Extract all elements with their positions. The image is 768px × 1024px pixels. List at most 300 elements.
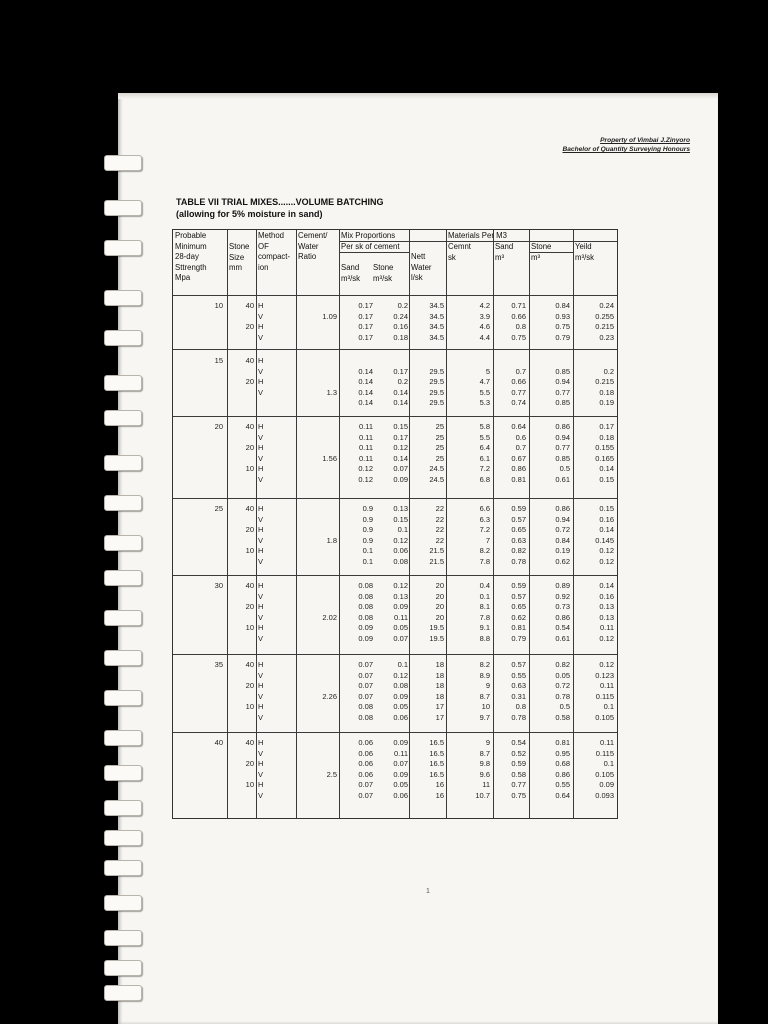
cell-water: 24.5 (429, 475, 444, 484)
cell-cement-sk: 6.4 (479, 443, 490, 453)
cell-sand-m3: 0.86 (511, 464, 526, 474)
cell-yield: 0.19 (599, 398, 614, 408)
cell-stone: 0.17 (393, 432, 408, 442)
header-cement-water-ratio: Water (298, 241, 319, 251)
cell-sand: 0.11 (358, 443, 373, 453)
cell-sand: 0.07 (358, 670, 373, 680)
page-top-edge (118, 93, 718, 99)
cell-cement-sk: 8.2 (479, 546, 490, 556)
method-value: H (258, 681, 264, 691)
cell-stone-m3: 0.79 (555, 332, 570, 342)
method-value: H (258, 738, 264, 747)
header-materials-per-m3: Materials Per M3 (448, 231, 507, 240)
stone-size-value: 20 (245, 443, 254, 453)
ratio-value: 1.09 (322, 311, 337, 321)
cell-sand: 0.08 (358, 602, 373, 612)
header-bottom-line (173, 295, 617, 296)
cell-stone: 0.11 (393, 612, 408, 622)
cell-stone-m3: 0.19 (555, 546, 570, 556)
cell-sand-m3: 0.77 (511, 387, 526, 397)
header-mix-proportions: Mix Proportions (341, 231, 396, 240)
binding-ring (104, 690, 142, 706)
method-value: H (258, 301, 264, 310)
method-value: V (258, 332, 264, 342)
cell-yield: 0.145 (595, 535, 614, 545)
cell-stone: 0.06 (393, 713, 408, 722)
owner-degree: Bachelor of Quantity Surveying Honours (562, 146, 690, 153)
cell-stone-m3: 0.77 (555, 387, 570, 397)
cell-cement-sk: 6.1 (479, 453, 490, 463)
header-method: ion (258, 262, 269, 272)
cell-sand-m3: 0.66 (511, 377, 526, 387)
method-value: V (258, 366, 264, 376)
cell-stone-m3: 0.77 (555, 443, 570, 453)
cell-sand-m3: 0.65 (511, 525, 526, 535)
stone-size-value: 10 (245, 546, 254, 556)
cell-water: 34.5 (429, 332, 444, 342)
table-column-line (256, 230, 257, 818)
cell-stone-m3: 0.86 (555, 769, 570, 779)
cell-stone-m3: 0.82 (555, 660, 570, 669)
method-value: V (258, 769, 264, 779)
cell-stone: 0.2 (397, 301, 408, 310)
cell-sand: 0.14 (358, 377, 373, 387)
header-sand-m3: m³ (495, 252, 505, 262)
header-cement-water-ratio: Cement/ (298, 231, 328, 240)
cell-sand-m3: 0.77 (511, 780, 526, 790)
cell-sand-m3: 0.66 (511, 311, 526, 321)
binding-ring (104, 330, 142, 346)
cell-water: 25 (435, 422, 444, 431)
cell-stone: 0.17 (393, 366, 408, 376)
cell-cement-sk: 6.8 (479, 475, 490, 484)
binding-ring (104, 200, 142, 216)
header-method: compact- (258, 252, 291, 261)
cell-sand-m3: 0.58 (511, 769, 526, 779)
cell-yield: 0.23 (599, 332, 614, 342)
cell-cement-sk: 5 (485, 366, 490, 376)
cell-yield: 0.165 (595, 453, 614, 463)
cell-yield: 0.14 (599, 581, 614, 590)
cell-yield: 0.16 (599, 514, 614, 524)
method-value: V (258, 453, 264, 463)
stone-size-value: 40 (245, 660, 254, 669)
cell-stone: 0.05 (393, 623, 408, 633)
method-value: V (258, 670, 264, 680)
cell-water: 24.5 (429, 464, 444, 474)
method-value: H (258, 422, 264, 431)
cell-stone: 0.07 (393, 634, 408, 643)
stone-size-value: 20 (245, 377, 254, 387)
cell-water: 22 (435, 514, 444, 524)
cell-water: 18 (435, 691, 444, 701)
cell-yield: 0.1 (603, 702, 614, 712)
stone-size-value: 40 (245, 356, 254, 365)
cell-sand: 0.08 (358, 581, 373, 590)
header-nett-water: Nett (411, 252, 426, 261)
cell-cement-sk: 9 (485, 738, 490, 747)
binding-ring (104, 155, 142, 171)
cell-sand: 0.11 (358, 453, 373, 463)
cell-stone-m3: 0.93 (555, 311, 570, 321)
group-divider-line (173, 498, 617, 499)
method-value: V (258, 634, 264, 643)
cell-stone: 0.09 (393, 738, 408, 747)
cell-cement-sk: 9.7 (479, 713, 490, 722)
binding-ring (104, 930, 142, 946)
ratio-value: 1.56 (322, 453, 337, 463)
cell-cement-sk: 5.8 (479, 422, 490, 431)
header-stone-m3: m³ (531, 252, 541, 262)
cell-stone-m3: 0.94 (555, 514, 570, 524)
cell-sand: 0.08 (358, 612, 373, 622)
cell-stone-m3: 0.75 (555, 322, 570, 332)
cell-stone-m3: 0.84 (555, 301, 570, 310)
cell-cement-sk: 9.1 (479, 623, 490, 633)
method-value: V (258, 748, 264, 758)
cell-water: 29.5 (429, 366, 444, 376)
method-value: H (258, 322, 264, 332)
cell-sand: 0.1 (362, 557, 373, 566)
cell-water: 16 (435, 780, 444, 790)
cell-sand: 0.9 (362, 504, 373, 513)
method-value: H (258, 504, 264, 513)
stone-size-value: 10 (245, 780, 254, 790)
cell-water: 17 (435, 702, 444, 712)
binding-ring (104, 240, 142, 256)
cell-stone-m3: 0.72 (555, 525, 570, 535)
ratio-value: 1.8 (326, 535, 337, 545)
cell-sand: 0.08 (358, 713, 373, 722)
cell-stone-m3: 0.86 (555, 612, 570, 622)
cell-stone: 0.1 (397, 525, 408, 535)
strength-value: 15 (214, 356, 223, 365)
cell-yield: 0.13 (599, 602, 614, 612)
cell-stone-m3: 0.92 (555, 591, 570, 601)
cell-stone: 0.09 (393, 475, 408, 484)
method-value: H (258, 377, 264, 387)
cell-cement-sk: 0.4 (479, 581, 490, 590)
cell-stone-m3: 0.62 (555, 557, 570, 566)
cell-yield: 0.11 (599, 681, 614, 691)
cell-yield: 0.12 (599, 660, 614, 669)
cell-sand-m3: 0.57 (511, 660, 526, 669)
stone-size-value: 20 (245, 525, 254, 535)
cell-water: 22 (435, 535, 444, 545)
cell-cement-sk: 5.5 (479, 387, 490, 397)
cell-stone: 0.12 (393, 581, 408, 590)
cell-yield: 0.18 (599, 387, 614, 397)
cell-stone-m3: 0.95 (555, 748, 570, 758)
cell-sand-m3: 0.62 (511, 612, 526, 622)
cell-sand-m3: 0.8 (515, 702, 526, 712)
cell-stone-m3: 0.72 (555, 681, 570, 691)
cell-sand: 0.14 (358, 366, 373, 376)
binding-ring (104, 860, 142, 876)
strength-value: 40 (214, 738, 223, 747)
header-nett-water: Water (411, 262, 432, 272)
cell-water: 29.5 (429, 398, 444, 408)
header-strength: 28-day (175, 252, 199, 261)
group-divider-line (173, 416, 617, 417)
cell-cement-sk: 7 (485, 535, 490, 545)
cell-sand: 0.08 (358, 702, 373, 712)
binding-ring (104, 535, 142, 551)
binding-ring (104, 960, 142, 976)
cell-stone: 0.11 (393, 748, 408, 758)
cell-sand-m3: 0.6 (515, 432, 526, 442)
cell-stone-m3: 0.73 (555, 602, 570, 612)
cell-water: 20 (435, 591, 444, 601)
cell-sand: 0.06 (358, 759, 373, 769)
strength-value: 30 (214, 581, 223, 590)
cell-sand-m3: 0.64 (511, 422, 526, 431)
cell-stone-m3: 0.78 (555, 691, 570, 701)
header-yield: Yeild (575, 242, 592, 251)
cell-yield: 0.15 (599, 504, 614, 513)
cell-water: 25 (435, 453, 444, 463)
trial-mixes-table (172, 229, 618, 819)
cell-stone: 0.12 (393, 535, 408, 545)
cell-sand-m3: 0.75 (511, 791, 526, 800)
group-divider-line (173, 654, 617, 655)
cell-yield: 0.123 (595, 670, 614, 680)
cell-water: 16 (435, 791, 444, 800)
cell-stone-m3: 0.85 (555, 453, 570, 463)
cell-water: 25 (435, 432, 444, 442)
cell-water: 22 (435, 525, 444, 535)
cell-cement-sk: 10.7 (475, 791, 490, 800)
cell-stone: 0.05 (393, 780, 408, 790)
cell-cement-sk: 8.7 (479, 691, 490, 701)
cell-water: 34.5 (429, 322, 444, 332)
stone-size-value: 20 (245, 759, 254, 769)
cell-water: 18 (435, 660, 444, 669)
stone-size-value: 10 (245, 702, 254, 712)
stone-size-value: 20 (245, 322, 254, 332)
cell-sand: 0.14 (358, 387, 373, 397)
cell-water: 34.5 (429, 301, 444, 310)
cell-stone-m3: 0.54 (555, 623, 570, 633)
cell-sand: 0.12 (358, 475, 373, 484)
cell-cement-sk: 8.7 (479, 748, 490, 758)
stone-size-value: 10 (245, 464, 254, 474)
ratio-value: 2.5 (326, 769, 337, 779)
binding-ring (104, 895, 142, 911)
binding-ring (104, 650, 142, 666)
cell-stone-m3: 0.85 (555, 366, 570, 376)
cell-stone: 0.1 (397, 660, 408, 669)
method-value: V (258, 612, 264, 622)
cell-sand-m3: 0.57 (511, 591, 526, 601)
stone-size-value: 20 (245, 681, 254, 691)
cell-cement-sk: 9.6 (479, 769, 490, 779)
cell-cement-sk: 6.6 (479, 504, 490, 513)
cell-yield: 0.17 (599, 422, 614, 431)
cell-sand-m3: 0.31 (511, 691, 526, 701)
cell-cement-sk: 11 (482, 780, 490, 790)
cell-yield: 0.255 (595, 311, 614, 321)
cell-sand-m3: 0.81 (511, 475, 526, 484)
cell-stone-m3: 0.05 (555, 670, 570, 680)
strength-value: 25 (214, 504, 223, 513)
cell-yield: 0.12 (599, 546, 614, 556)
method-value: H (258, 525, 264, 535)
cell-water: 22 (435, 504, 444, 513)
cell-sand: 0.09 (358, 634, 373, 643)
header-mix-sand: m³/sk (341, 273, 361, 283)
group-divider-line (173, 575, 617, 576)
cell-stone: 0.08 (393, 557, 408, 566)
cell-stone-m3: 0.55 (555, 780, 570, 790)
cell-cement-sk: 9 (485, 681, 490, 691)
header-strength: Mpa (175, 273, 191, 282)
cell-yield: 0.105 (595, 713, 614, 722)
method-value: H (258, 356, 264, 365)
binding-ring (104, 570, 142, 586)
cell-yield: 0.11 (599, 623, 614, 633)
cell-water: 17 (435, 713, 444, 722)
cell-sand-m3: 0.71 (511, 301, 526, 310)
cell-cement-sk: 6.3 (479, 514, 490, 524)
stone-size-value: 40 (245, 581, 254, 590)
cell-water: 16.5 (429, 759, 444, 769)
cell-yield: 0.16 (599, 591, 614, 601)
cell-sand-m3: 0.74 (511, 398, 526, 408)
cell-sand-m3: 0.57 (511, 514, 526, 524)
cell-cement-sk: 10 (481, 702, 490, 712)
cell-cement-sk: 4.6 (479, 322, 490, 332)
cell-sand: 0.06 (358, 769, 373, 779)
cell-water: 20 (435, 581, 444, 590)
strength-value: 35 (214, 660, 223, 669)
stone-size-value: 10 (245, 623, 254, 633)
cell-yield: 0.115 (595, 748, 614, 758)
cell-stone: 0.08 (393, 681, 408, 691)
header-mix-stone: Stone (373, 263, 394, 272)
cell-water: 20 (435, 612, 444, 622)
cell-sand-m3: 0.52 (511, 748, 526, 758)
cell-cement-sk: 5.5 (479, 432, 490, 442)
cell-cement-sk: 4.4 (479, 332, 490, 342)
cell-water: 18 (435, 681, 444, 691)
cell-cement-sk: 8.1 (479, 602, 490, 612)
header-mix-sand: Sand (341, 263, 360, 272)
ratio-value: 1.3 (326, 387, 337, 397)
cell-yield: 0.12 (599, 634, 614, 643)
cell-sand-m3: 0.59 (511, 581, 526, 590)
cell-cement-sk: 8.2 (479, 660, 490, 669)
cell-stone: 0.13 (393, 591, 408, 601)
method-value: H (258, 660, 264, 669)
cell-yield: 0.24 (599, 301, 614, 310)
cell-sand-m3: 0.7 (515, 366, 526, 376)
cell-cement-sk: 9.8 (479, 759, 490, 769)
cell-sand: 0.17 (358, 301, 373, 310)
cell-stone: 0.14 (393, 453, 408, 463)
method-value: V (258, 432, 264, 442)
header-subgroup-line (339, 252, 409, 253)
cell-water: 18 (435, 670, 444, 680)
cell-sand: 0.09 (358, 623, 373, 633)
cell-sand-m3: 0.8 (515, 322, 526, 332)
cell-sand: 0.17 (358, 311, 373, 321)
cell-cement-sk: 0.1 (479, 591, 490, 601)
cell-stone-m3: 0.89 (555, 581, 570, 590)
cell-water: 16.5 (429, 769, 444, 779)
header-nett-water: l/sk (411, 273, 423, 282)
ratio-value: 2.26 (322, 691, 337, 701)
cell-sand-m3: 0.7 (515, 443, 526, 453)
cell-sand: 0.07 (358, 691, 373, 701)
cell-sand: 0.17 (358, 322, 373, 332)
header-method: OF (258, 241, 269, 251)
cell-yield: 0.115 (595, 691, 614, 701)
cell-cement-sk: 5.3 (479, 398, 490, 408)
cell-stone: 0.15 (393, 514, 408, 524)
cell-yield: 0.1 (603, 759, 614, 769)
header-method: Method (258, 231, 285, 240)
method-value: H (258, 581, 264, 590)
cell-yield: 0.105 (595, 769, 614, 779)
cell-stone: 0.14 (393, 387, 408, 397)
cell-sand-m3: 0.63 (511, 535, 526, 545)
cell-stone: 0.12 (393, 443, 408, 453)
cell-sand-m3: 0.82 (511, 546, 526, 556)
method-value: V (258, 591, 264, 601)
binding-ring (104, 730, 142, 746)
cell-sand: 0.11 (358, 432, 373, 442)
header-cement-water-ratio: Ratio (298, 252, 317, 261)
cell-sand-m3: 0.63 (511, 681, 526, 691)
cell-water: 19.5 (429, 634, 444, 643)
cell-stone: 0.09 (393, 602, 408, 612)
header-stone-m3: Stone (531, 242, 552, 251)
stone-size-value: 40 (245, 504, 254, 513)
cell-water: 16.5 (429, 748, 444, 758)
cell-stone-m3: 0.5 (559, 702, 570, 712)
cell-yield: 0.15 (599, 475, 614, 484)
ratio-value: 2.02 (322, 612, 337, 622)
cell-water: 16.5 (429, 738, 444, 747)
group-divider-line (173, 349, 617, 350)
binding-ring (104, 765, 142, 781)
cell-stone: 0.14 (393, 398, 408, 408)
cell-sand-m3: 0.54 (511, 738, 526, 747)
header-stone-size: Stone (229, 242, 250, 251)
table-title (176, 196, 384, 220)
cell-stone-m3: 0.61 (555, 475, 570, 484)
cell-stone: 0.06 (393, 791, 408, 800)
cell-stone: 0.24 (393, 311, 408, 321)
cell-sand: 0.9 (362, 525, 373, 535)
cell-cement-sk: 8.9 (479, 670, 490, 680)
method-value: H (258, 759, 264, 769)
binding-ring (104, 610, 142, 626)
cell-stone-m3: 0.68 (555, 759, 570, 769)
cell-cement-sk: 4.2 (479, 301, 490, 310)
method-value: V (258, 535, 264, 545)
cell-stone: 0.09 (393, 769, 408, 779)
cell-sand: 0.06 (358, 738, 373, 747)
cell-sand: 0.07 (358, 791, 373, 800)
method-value: V (258, 791, 264, 800)
stone-size-value: 20 (245, 602, 254, 612)
cell-stone-m3: 0.84 (555, 535, 570, 545)
stone-size-value: 40 (245, 738, 254, 747)
cell-stone: 0.16 (393, 322, 408, 332)
cell-stone: 0.07 (393, 759, 408, 769)
